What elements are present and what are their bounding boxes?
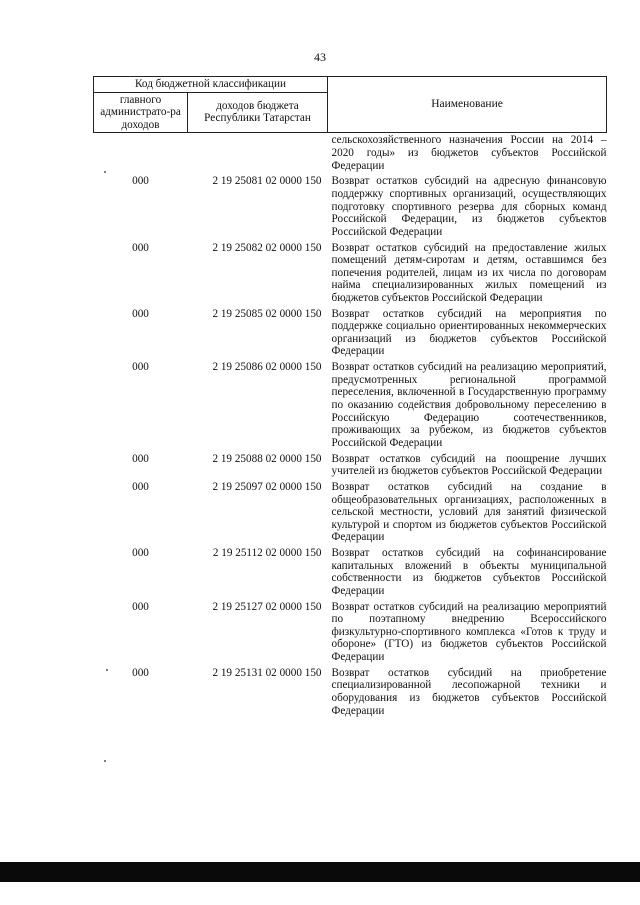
revenue-code-cell: 2 19 25081 02 0000 150 xyxy=(212,175,322,188)
table-header xyxy=(94,77,607,133)
row-name-cell: Возврат остатков субсидий на софинансирование капитальных вложений в объекты муниципальной собственности из бюджетов субъектов Российской Федерации xyxy=(331,547,607,597)
revenue-code-cell: 2 19 25127 02 0000 150 xyxy=(212,600,322,613)
admin-code-cell: 000 xyxy=(132,307,149,320)
admin-code-cell: 000 xyxy=(132,452,149,465)
revenue-code-cell: 2 19 25112 02 0000 150 xyxy=(212,547,322,560)
revenue-code-cell: 2 19 25085 02 0000 150 xyxy=(212,307,322,320)
row-name-cell: Возврат остатков субсидий на мероприятия по поддержке социально ориентированных некоммерческих организаций из бюджетов субъектов Российской Федерации xyxy=(331,307,607,358)
row-name-cell: Возврат остатков субсидий на поощрение лучших учителей из бюджетов субъектов Российской Федерации xyxy=(331,452,607,478)
table-row xyxy=(94,547,607,601)
admin-code-cell: 000 xyxy=(132,241,149,254)
admin-code-cell: 000 xyxy=(132,666,149,679)
row-name-cell: Возврат остатков субсидий на приобретение специализированной лесопожарной техники и оборудования из бюджетов субъектов Российской Федерации xyxy=(331,666,607,717)
table-row xyxy=(94,361,607,452)
header-admin: главного администрато-ра доходов xyxy=(94,92,188,133)
scan-speck xyxy=(104,171,106,173)
row-name-cell: Возврат остатков субсидий на адресную финансовую поддержку спортивных организаций, осуществляющих подготовку спортивного резерва для сборных команд Российской Федерации, из бюджетов субъектов Российской Федерации xyxy=(331,175,607,238)
table-body xyxy=(94,133,607,721)
continuation-text: сельскохозяйственного назначения России на 2014 – 2020 годы» из бюджетов субъектов Российской Федерации xyxy=(331,134,607,172)
admin-code-cell: 000 xyxy=(132,480,149,493)
header-name: Наименование xyxy=(328,77,607,133)
table-row xyxy=(94,242,607,308)
scan-bottom-band xyxy=(0,862,640,882)
revenue-code-cell: 2 19 25086 02 0000 150 xyxy=(212,361,322,374)
budget-classification-table xyxy=(93,76,607,720)
admin-code-cell: 000 xyxy=(132,175,149,188)
header-code: доходов бюджета Республики Татарстан xyxy=(188,92,328,133)
revenue-code-cell: 2 19 25082 02 0000 150 xyxy=(212,241,322,254)
header-group-label: Код бюджетной классификации xyxy=(94,77,328,93)
table-row xyxy=(94,308,607,362)
table-row xyxy=(94,601,607,667)
scan-speck xyxy=(104,760,106,762)
row-name-cell: Возврат остатков субсидий на предоставление жилых помещений детям-сиротам и детям, оставшимся без попечения родителей, лицам из их числа по договорам найма специализированных жилых помещений из бюджетов субъектов Российской Федерации xyxy=(331,241,607,304)
revenue-code-cell: 2 19 25131 02 0000 150 xyxy=(212,666,322,679)
row-name-cell: Возврат остатков субсидий на реализацию мероприятий, предусмотренных региональной программой переселения, включенной в Государственную программу по оказанию содействия добровольному переселению в Российскую Федерацию соотечественников, проживающих за рубежом, из бюджетов субъектов Российской Федерации xyxy=(331,361,607,449)
row-name-cell: Возврат остатков субсидий на создание в общеобразовательных организациях, расположенных в сельской местности, условий для занятий физической культурой и спортом из бюджетов субъектов Российской Федерации xyxy=(331,480,607,544)
admin-code-cell: 000 xyxy=(132,361,149,374)
table-row xyxy=(94,667,607,721)
revenue-code-cell: 2 19 25088 02 0000 150 xyxy=(212,452,322,465)
admin-code-cell: 000 xyxy=(132,600,149,613)
row-name-cell: Возврат остатков субсидий на реализацию мероприятий по поэтапному внедрению Всероссийского физкультурно-спортивного комплекса «Готов к труду и обороне» (ГТО) из бюджетов субъектов Российской Федерации xyxy=(331,600,607,664)
page-number: 43 xyxy=(314,50,326,64)
admin-code-cell: 000 xyxy=(132,547,149,560)
scan-speck xyxy=(106,669,108,671)
table-row xyxy=(94,481,607,547)
continuation-row xyxy=(94,133,607,175)
table-row xyxy=(94,175,607,241)
revenue-code-cell: 2 19 25097 02 0000 150 xyxy=(212,480,322,493)
table-row xyxy=(94,453,607,481)
